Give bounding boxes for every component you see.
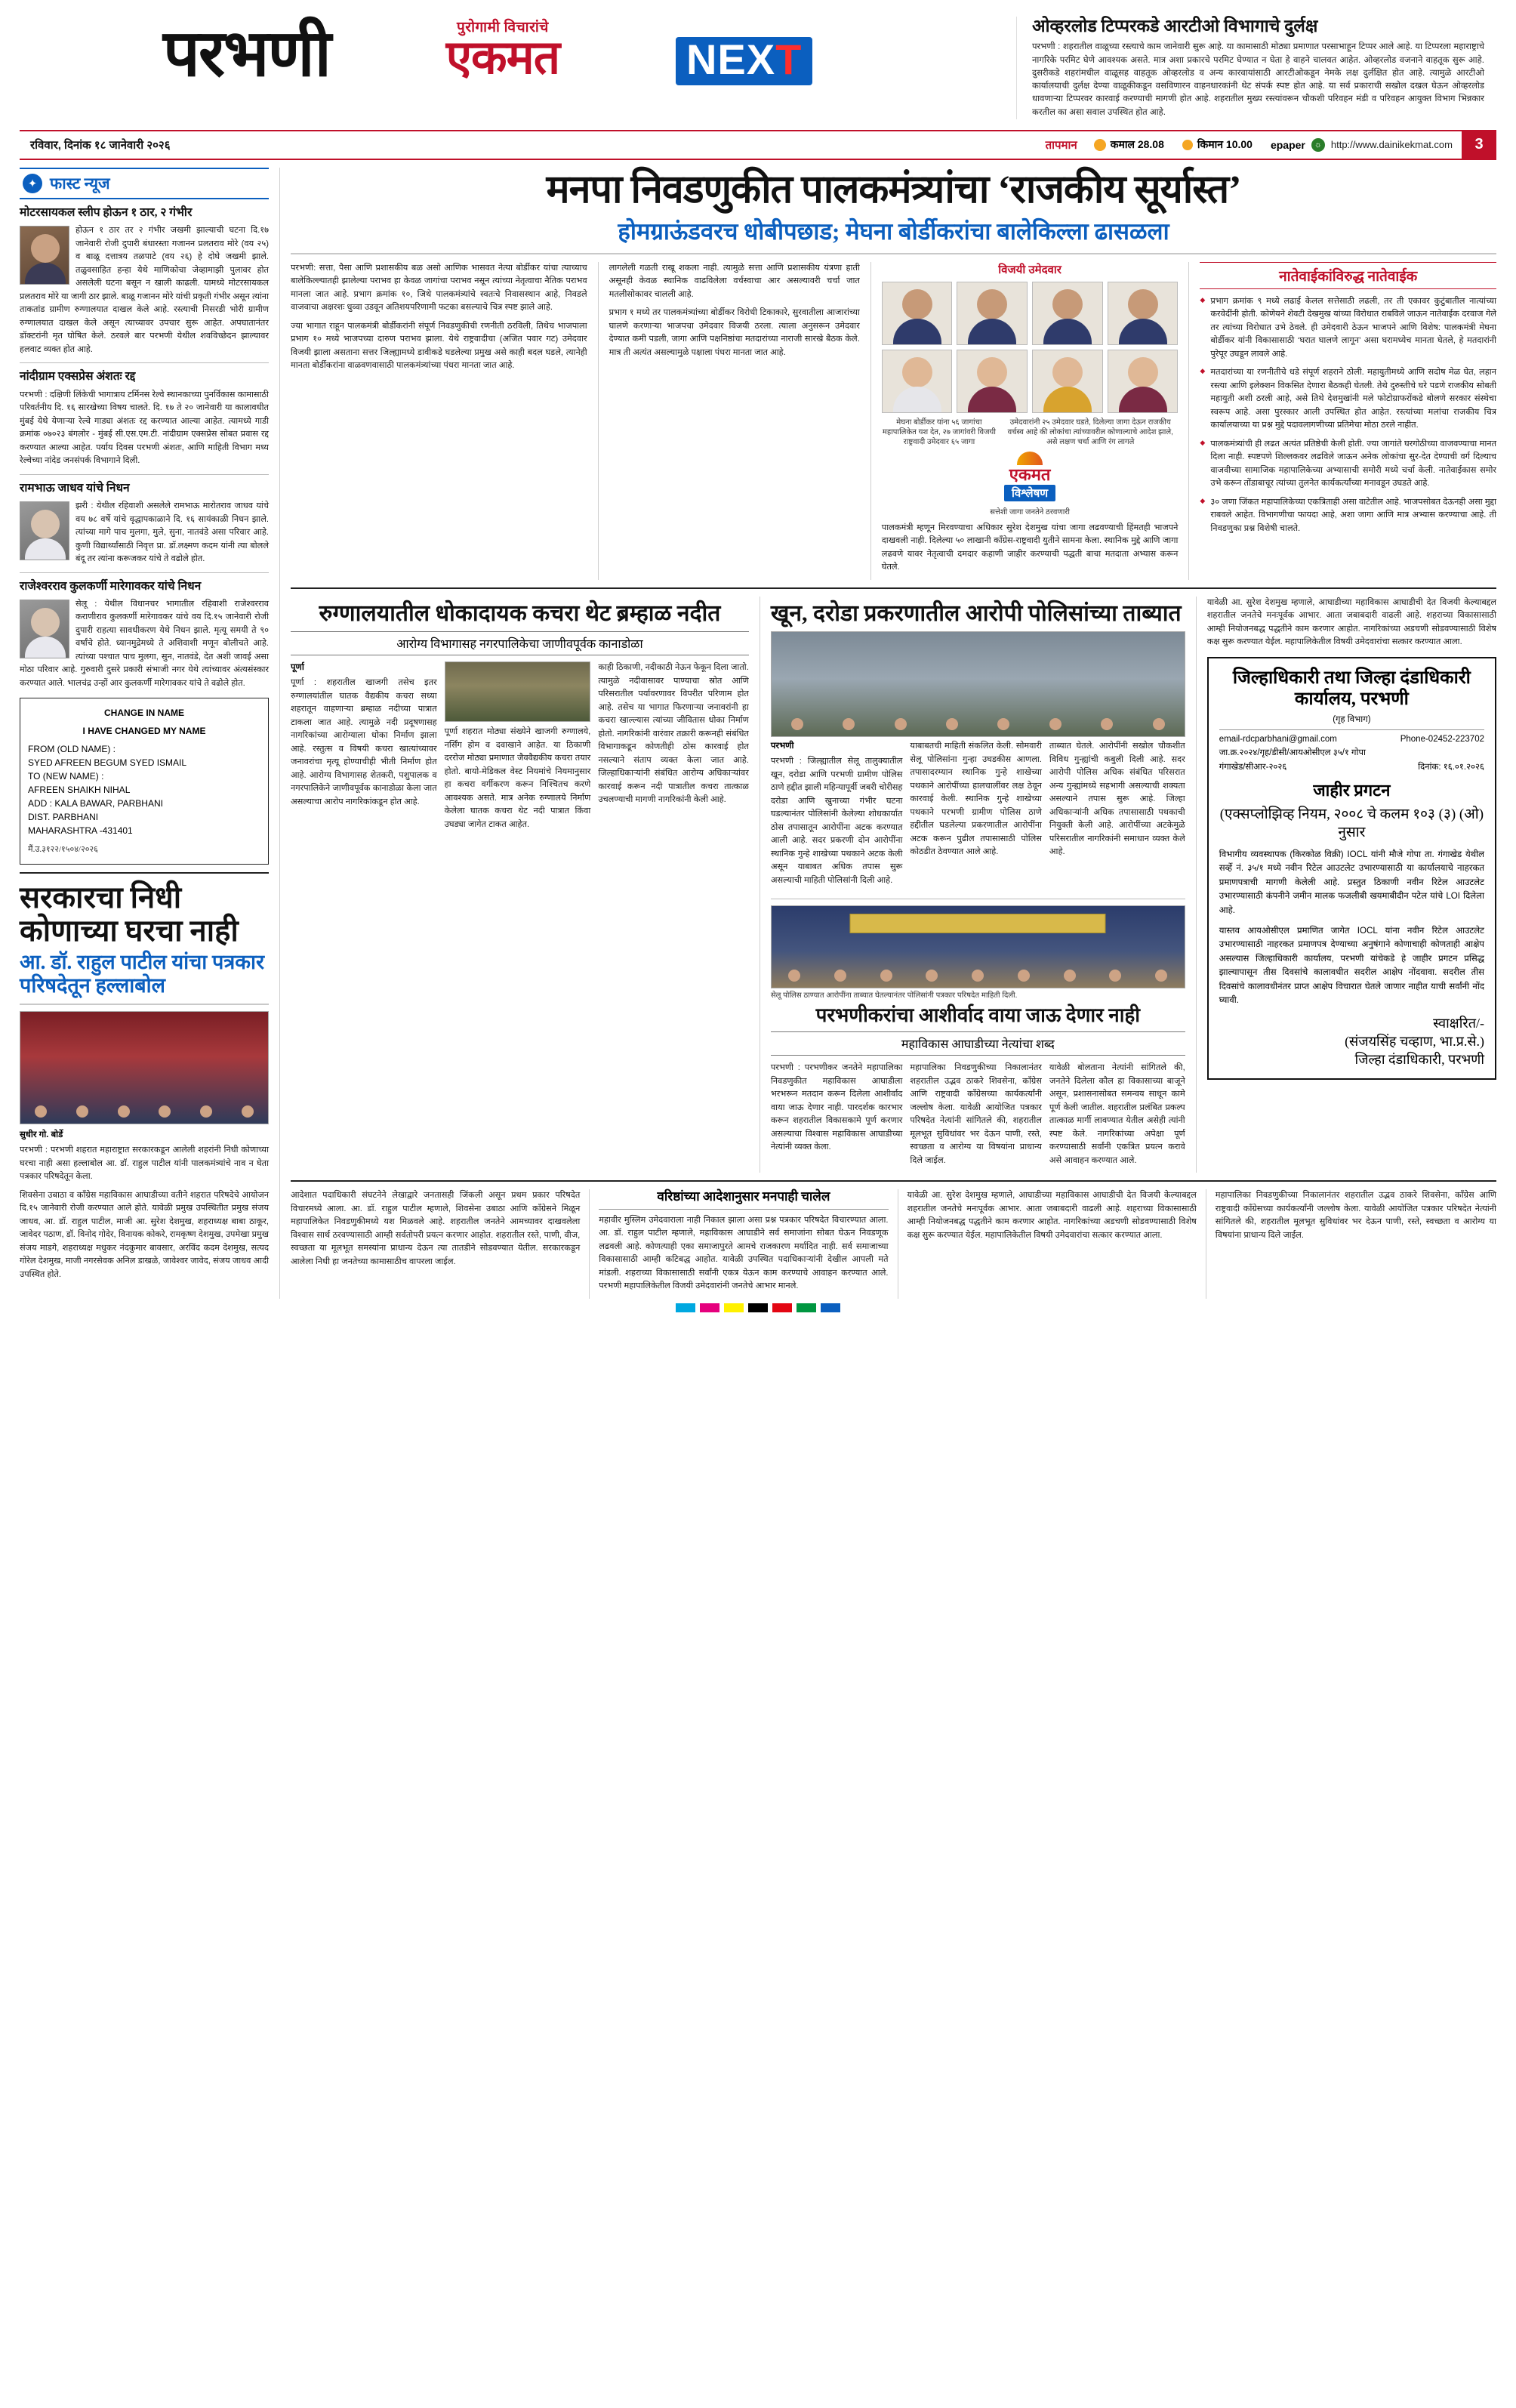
lead-col-1: [291, 262, 587, 580]
fastnews-text-1: होऊन १ ठार तर २ गंभीर जखमी झाल्याची घटना दि.१७ जानेवारी रोजी दुपारी बंधारस्ता गजानन प्रलतराव मोरे (वय २५) व बाळू दत्तात्रय तळपाटे (वय २६) हे दोघे जखमी झाले. तळुवसाहित हन्हा येथे माणिकोचा जेव्हामाझी पुलावर होत असलेली घटना बसून न खाली काढली. यामध्ये मोटरसायकल प्रलतराव मोरे या जागी ठार झाले. बाळू गजानन मोरे यांची प्रकृती गंभीर असून त्यांना ताकतांड ग्रामीण रुग्णालयात दाखल केले आहे. रस्त्याची निसरडी भोरी ग्रामीण रुग्णालयात दाखल केले असून त्याच्यावर उपचार सुरू आहेत. अपघातानंतर डॉक्टरांनी मृत घोषित केले. ठरवले बार परभणी येथील शवविच्छेदन झाल्यावर हलवाट व्यक्त होत आहे.: [20, 226, 269, 354]
hospital-waste-text-1: पूर्णा : शहरातील खाजगी तसेच इतर रुग्णालयांतील घातक वैद्यकीय कचरा सध्या शहरातून वाहणाऱ्या ब्रम्हाळ नदीच्या पात्रात टाकला जात आहे. त्यामुळे नदी प्रदूषणासह नागरिकांच्या आरोग्याला धोका निर्माण झाला आहे. रस्तुत्स व विषयी कचरा खात्यांच्यावर जनावरांचा मृत्यू होण्याचीही भीती निर्माण होत आहे. आरोग्य विभागासह शेतकरी, पशुपालक व नगरपालिकेने जाणीवपूर्वक कानाडोळा केला जात असल्याचा आरोप नागरिकांकडून होत आहे.: [291, 678, 437, 806]
name-change-address: ADD : KALA BAWAR, PARBHANI: [28, 798, 163, 809]
top-story-text: परभणी : शहरातील वाळूच्या रस्त्याचे काम जानेवारी सुरू आहे. या कामासाठी मोठ्या प्रमाणात परसाभाहून टिप्पर आले आहे. या टिप्परला महाराष्ट्राचे नागरिके परमिट घेणे आवश्यक असते. मात्र अशा प्रकारचे परमिट घेण्यात न घेता हे वाहने चालवत आहेत. ओव्हरलोड वजनाने वाहतूक सुरू आहे. दुसरीकडे शहरांमधील वाळूसह वाहतूक ओव्हरलोड व अन्य कारवायांसाठी आरटीओकडून नेमके लक्ष दुर्लक्षित होत आहे. त्यामुळे आरटीओ कार्यालयाची दुर्लक्ष देण्या वाळूकीकडून वसविणारन वाहनधारकांनी थेट संपर्क स्पष्ट होत आहे. या सर्व प्रकाराची सखोल दखल घेऊन ओव्हरलोड धावणाऱ्या टिप्परवर कारवाई करण्याची मागणी होत आहे. शहरातील मुख्य रस्त्यांवरून चौकशी परिवहन मंडी व परिवहन आयुक्त विभाग भिन्नकार करतील का असा सवाल उपस्थित होत आहे.: [1032, 42, 1484, 117]
lead-text-3: पालकमंत्री म्हणून मिरवण्याचा अधिकार सुरेश देशमुख यांचा जागा लढवण्याची हिंमतही भाजपने दाखवली नाही. दिलेल्या ५० लाखानी काँग्रेस-राष्ट्रवादी युतीने सामना केला. स्थानिक मुद्दे आणि जागा लढवणे यावर नेतृत्वाची दमदार कहाणी जाहीर करण्याची पद्धती बाचा मतदाता अभ्यास करून घेतले.: [881, 523, 1179, 572]
diamond-icon: ✦: [23, 174, 42, 193]
portrait-photo: [20, 226, 69, 285]
fastnews-headline-2: नांदीग्राम एक्सप्रेस अंशतः रद्द: [20, 370, 136, 384]
brand-name: एकमत: [445, 32, 560, 84]
brand-tagline: पुरोगामी विचारांचे: [457, 20, 549, 35]
page-number: 3: [1462, 131, 1496, 159]
crime-text-2: याबाबतची माहिती संकलित केली. सोमवारी सेलू पोलिसांना गुन्हा उघडकीस आणला. तपासादरम्यान स्थानिक गुन्हे शाखेच्या पथकाने आरोपींच्या हालचालींवर लक्ष ठेवून कारवाई केली. स्थानिक गुन्हे शाखेच्या पथकाने परभणी ग्रामीण पोलिस ठाणे हद्दीतील घडलेल्या प्रकरणातील आरोपींना अटक करून पुढील तपासासाठी पोलिस कोठडीत ठेवण्यात आले आहे.: [910, 742, 1042, 857]
notice-ref-row: [1219, 747, 1484, 758]
sunrise-icon: [1017, 452, 1043, 465]
fastnews-headline-3: रामभाऊ जाधव यांचे निधन: [20, 481, 130, 495]
next-badge-x: T: [775, 35, 803, 83]
bottom-text-1: आदेशात पदाधिकारी संघटनेने लेखाद्वारे जनतासही जिंकली असून प्रथम प्रकार परिषदेत विचारमध्ये आला. आ. डॉ. राहुल पाटील म्हणाले, शिवसेना उबाठा आणि काँग्रेसने मिळून महापालिकेत निवडणुकीमध्ये यश मिळवले आहे. शहरातील जनतेने आमच्यावर दाखवलेला विश्वास सार्थ ठरवण्यासाठी आम्ही सर्वतोपरी प्रयत्न करणार आहोत. शहरातील रस्ते, पाणी, वीज, स्वच्छता या मूलभूत समस्यांना प्राधान्य देऊन त्या तातडीने सोडवण्यात येतील. सरकारकडून आलेला निधी हा जनतेच्या कामासाठीच वापरला जाईल.: [291, 1191, 581, 1266]
temp-max: [1085, 137, 1173, 152]
bottom-text-4: महापालिका निवडणुकीच्या निकालानंतर शहरातील उद्भव ठाकरे शिवसेना, काँग्रेस आणि राष्ट्रवादी काँग्रेसच्या कार्यकर्त्यांनी जल्लोष केला. यावेळी आयोजित पत्रकार परिषदेत नेत्यांनी सांगितले की, शहरातील मूलभूत सुविधांवर भर देऊन पाणी, रस्ते, स्वच्छता व आरोग्य या विषयांना प्राधान्य दिले जाईल.: [1215, 1191, 1496, 1240]
hospital-waste-headline: रुग्णालयातील धोकादायक कचरा थेट ब्रम्हाळ नदीत: [319, 600, 721, 626]
mid-stories: [291, 597, 1496, 1173]
analysis-sidebar-caption: सत्तेशी जागा जनतेने ठरवणारी: [990, 507, 1070, 516]
fastnews-text-2: परभणी : दक्षिणी लिंकेची भागात्राय टर्मिनस रेल्वे स्थानकाच्या पुनर्विकास कामासाठी परिवर्तनीय दि. १६ सारखेच्या विषय चालते. दि. १७ ते २० जानेवारी या कालावधीत मुंबई येथे येणाऱ्या रेल्वे गाड्या अंशतः रद्द करण्यात आल्या आहेत. त्यामध्ये गाडी क्रमांक ०७०२३ बंगलोर - मुंबई सी.एस.एम.टी. नांदीग्राम एक्सप्रेस सोबत प्रवास रद्द करण्यात आल्या आहेत. पर्याय दिवस परभणी अंशतः, आणि माहिती विभाग मध्य रेल्वेच्या नांदेड जनसंपर्क विभागाने दिली.: [20, 390, 269, 466]
globe-icon: ☼: [1311, 138, 1325, 152]
crime-byline: परभणी: [770, 742, 794, 751]
celebration-photo: [771, 905, 1185, 988]
hospital-waste-story: [291, 597, 749, 1173]
candidate-photo: [957, 282, 1028, 345]
notice-sign-title: जिल्हा दंडाधिकारी, परभणी: [1354, 1052, 1484, 1068]
lead-col-2: [609, 262, 860, 580]
temperature-label: तापमान: [1045, 138, 1077, 152]
bottom-text-2: महावीर मुस्लिम उमेदवाराला नाही निकाल झाला असा प्रश्न पत्रकार परिषदेत विचारण्यात आला. आ. डॉ. राहुल पाटील म्हणाले, महाविकास आघाडीने सर्व समाजांना सोबत घेऊन निवडणूक लढवली आहे. कोणत्याही एका समाजापुरते आमचे राजकारण मर्यादित नाही. सर्व समाजाच्या विकासासाठी आम्ही कटिबद्ध आहोत. यावेळी उपस्थित पदाधिकाऱ्यांनी देखील आपली मते मांडली. शहराच्या विकासासाठी सर्वांनी एकत्र येऊन काम करण्याचे आवाहन करण्यात आले. परभणी महापालिकेतील विजयी उमेदवारांनी जनतेचे आभार मानले.: [599, 1215, 889, 1291]
notice-email: email-rdcparbhani@gmail.com: [1219, 735, 1337, 745]
name-change-title: CHANGE IN NAME: [103, 708, 184, 719]
relatives-bullet-3: ◆ पालकमंत्र्यांची ही लढत अत्यंत प्रतिष्ठेची केली होती. ज्या जागांते घरगोठीच्या वाजवण्याचा मानत दिला नाही. स्पष्टपणे शिल्लकवर लढविले जाऊन अनेक लोकांचा सुर-देत देण्याची वर्ग दिल्याच वाजवीच्या सामाजिक महापालिकेच्या अभ्यासाची समोरी मध्ये चर्चा केली. नातेवाईकास समोर उभे करून तोंडाबाचूर त्यांच्या तुलनेत कार्यकर्त्यांच्या मनावडून उघडते आहे.: [1200, 438, 1496, 491]
name-change-notice: [20, 698, 269, 865]
right-column: [1207, 597, 1496, 1173]
analysis-logo-label: विश्लेषण: [1004, 485, 1055, 501]
hospital-waste-kicker: आरोग्य विभागासह नगरपालिकेचा जाणीवपूर्वक कानाडोळा: [291, 631, 749, 655]
bottom-columns: [291, 1189, 1496, 1298]
portrait-photo-3: [20, 600, 69, 658]
color-registration-bars: [0, 1299, 1516, 1323]
date-strip: [20, 130, 1496, 160]
top-story-headline: ओव्हरलोड टिप्परकडे आरटीओ विभागाचे दुर्लक्ष: [1032, 17, 1318, 35]
blessing-text-2: महापालिका निवडणुकीच्या निकालानंतर शहरातील उद्भव ठाकरे शिवसेना, काँग्रेस आणि राष्ट्रवादी काँग्रेसच्या कार्यकर्त्यांनी जल्लोष केला. यावेळी आयोजित पत्रकार परिषदेत नेत्यांनी सांगितले की, शहरातील मूलभूत सुविधांवर भर देऊन पाणी, रस्ते, स्वच्छता व आरोग्य या विषयांना प्राधान्य दिले जाईल.: [910, 1063, 1042, 1165]
blessing-kicker: महाविकास आघाडीच्या नेत्यांचा शब्द: [771, 1031, 1185, 1056]
notice-title: जाहीर प्रगटन: [1313, 781, 1391, 800]
brand-logo: [340, 17, 665, 84]
epaper-url: http://www.dainikekmat.com: [1330, 139, 1453, 151]
notice-body-2: यास्तव आयओसीएल प्रमाणित जागेत IOCL यांना नवीन रिटेल आउटलेट उभारण्यासाठी नाहरकत प्रमाणपत्र देण्याच्या अनुषंगाने कोणाचाही कोणताही आक्षेप असल्यास जिल्हाधिकारी कार्यालय, परभणी यांचेकडे हे जाहीर प्रगटन प्रसिद्ध झाल्यापासून तीस दिवसांचे कालावधीत सदरील आक्षेप नोंदवावा. सदरील तीस दिवसांचे कालावधीनंतर प्राप्त आक्षेप विचारात घेतले जाणार नाहीत याची सर्वांनी नोंद घ्यावी.: [1219, 925, 1484, 1006]
winners-photo-grid: [882, 282, 1179, 413]
notice-contact: [1219, 735, 1484, 744]
masthead: [0, 0, 1516, 124]
police-photo: [771, 631, 1185, 737]
public-notice: [1207, 657, 1496, 1080]
lead-headline: मनपा निवडणुकीत पालकमंत्र्यांचा ‘राजकीय सूर्यास्त’: [546, 168, 1241, 211]
notice-ref-2: गंगाखेड/सीआर-२०२६: [1219, 763, 1287, 772]
analysis-logo-brand: एकमत: [1009, 464, 1051, 484]
relatives-bullet-1: ◆ प्रभाग क्रमांक ९ मध्ये लढाई केलल सत्तेसाठी लढली, तर ती एकावर कुटुंबातील नात्यांच्या करवेदींनी होती. कोणेयने शेवटी देखमुख यांच्या विरोधात राबविले जाऊन नातेवाईक दरवाज गेले तर त्यांच्या विरोधात उभे ठेवले. ही उमेदवारी ठेऊन भाजपने आणि विशेष: पालकमंत्री मेघना बोर्डीकर यांनी विकासासाठी ‘घरात घालणे लागून’ असा घरामध्येच मानता घेतले, हे मतदारांनी पुरेपूर उघडून लावले आहे.: [1200, 295, 1496, 362]
lead-body-area: [291, 262, 1496, 580]
notice-ref-row-2: [1219, 761, 1484, 772]
relatives-box-title: नातेवाईकांविरुद्ध नातेवाईक: [1200, 262, 1496, 289]
main-column: [291, 168, 1496, 1299]
epaper-label: epaper: [1270, 138, 1305, 151]
lead-text-2: लागलेली गळती राखू शकला नाही. त्यामुळे सत्ता आणि प्रशासकीय यंत्रणा हाती असूनही केवळ स्थानिक वाढविलेला वर्चस्वाचा आर असल्यावरी चर्चा जात मतलीसोकावर चालली आहे.: [609, 263, 860, 299]
next-badge: [676, 37, 812, 85]
press-conference-photo: [20, 1011, 269, 1124]
lead-col-3: [882, 262, 1179, 580]
candidate-photo: [882, 350, 953, 413]
funds-headline: सरकारचा निधी कोणाच्या घरचा नाही: [20, 880, 239, 948]
candidate-photo: [1108, 282, 1179, 345]
notice-date: दिनांक: १६.०१.२०२६: [1418, 763, 1484, 772]
winners-caption-right: उमेदवारांनी २५ उमेदवार घडते, दिलेल्या जागा देऊन राजकीय वर्चस्व आहे की लोकांचा त्यांच्यावरील कोणाल्याचे आदेश झाले, असे लक्षण चर्चा आणि रंग लागले: [1007, 418, 1173, 446]
funds-subheadline: आ. डॉ. राहुल पाटील यांचा पत्रकार परिषदेतून हल्लाबोल: [20, 951, 269, 1005]
name-change-signature: मैं.उ.३१२२/१५०४/२०२६: [28, 845, 98, 855]
temp-min-value: किमान 10.00: [1197, 138, 1253, 151]
notice-sign-label: स्वाक्षरित/-: [1433, 1015, 1484, 1031]
celebration-photo-caption: सेलू पोलिस ठाण्यात आरोपींना ताब्यात घेतल्यानंतर पोलिसांनी पत्रकार परिषदेत माहिती दिली.: [770, 991, 1018, 1001]
name-change-line1: I HAVE CHANGED MY NAME: [82, 726, 206, 737]
bottom-text-3: यावेळी आ. सुरेश देशमुख म्हणाले, आघाडीच्या महाविकास आघाडीची देत विजयी केल्याबद्दल शहरातील जनतेचे मनःपूर्वक आभार. आता जबाबदारी वाढली आहे. शहराच्या विकासासाठी आम्ही नियोजनबद्ध पद्धतीने काम करणार आहोत. नागरिकांच्या अडचणी सोडवण्यासाठी विशेष कक्ष सुरू करण्यात येईल. महापालिकेतील विषयी उमेदवारांचा सत्कार करण्यात आला.: [907, 1191, 1197, 1240]
candidate-photo: [882, 282, 953, 345]
name-change-dist: DIST. PARBHANI: [28, 812, 99, 823]
city-title: परभणी: [163, 17, 330, 91]
photo-banner: [850, 914, 1106, 933]
relatives-box: [1200, 262, 1496, 580]
name-change-state: MAHARASHTRA -431401: [28, 825, 133, 837]
name-change-to-label: TO (NEW NAME) :: [28, 771, 104, 782]
crime-headline: खून, दरोडा प्रकरणातील आरोपी पोलिसांच्या ताब्यात: [770, 600, 1182, 626]
hospital-waste-text-3: काही ठिकाणी, नदीकाठी नेऊन फेकून दिला जातो. त्यामुळे नदीवासावर पाण्याचा स्रोत आणि परिसरातील पर्यावरणावर विपरीत परिणाम होत आहे. तसेच या भागात फिरणाऱ्या जनावरांनी हा कचरा खाल्ल्यास त्यांच्या जीवितास धोका निर्माण होतो. नागरिकांनी वारंवार तक्रारी करूनही संबंधित विभागाकडून कोणतीही ठोस कारवाई होत नसल्याने संताप व्यक्त केला जात आहे. जिल्हाधिकाऱ्यांनी संबंधित आरोग्य अधिकाऱ्यांवर कारवाई करून नदी पात्रातील कचरा तात्काळ उचलण्याची मागणी नागरिकांनी केली आहे.: [598, 663, 749, 805]
blessing-headline: परभणीकरांचा आशीर्वाद वाया जाऊ देणार नाही: [815, 1004, 1140, 1026]
candidate-photo: [1032, 282, 1103, 345]
crime-text-3: ताब्यात घेतले. आरोपींनी सखोल चौकशीत विविध गुन्ह्यांची कबुली दिली आहे. सदर आरोपी पोलिस अधिक संबंधित परिसरात अन्य गुन्ह्यांमध्ये सहभागी असल्याची शक्यता असल्याने तपास सुरू आहे. जिल्हा अधिकाऱ्यांनी अधिक तपासासाठी पथकाची नियुक्ती केली आहे. आरोपींच्या अटकेमुळे परिसरातील नागरिकांनी समाधान व्यक्त केले आहे.: [1049, 742, 1185, 857]
masthead-top-story: [1016, 17, 1484, 119]
funds-byline: सुधीर गो. बोर्डे: [20, 1130, 63, 1140]
sun-icon: [1094, 139, 1106, 151]
bottom-sidebar-kicker: वरिष्ठांच्या आदेशानुसार मनपाही चालेल: [599, 1189, 888, 1209]
notice-department: (गृह विभाग): [1219, 714, 1484, 730]
lead-text-1: परभणी: सत्ता, पैसा आणि प्रशासकीय बळ असो आणिक भासवत नेत्या बोर्डीकर यांचा त्याच्याच बालेकिल्ल्यातही झालेल्या पराभव हा केवळ जागांचा पराभव नसून त्यांच्या नेतृत्वाचा नैतिक पराभव मानला जात आहे. प्रभाग क्रमांक १०, जिथे पालकमंत्र्यांचे स्वतःचे निवासस्थान आहे, निवडले वाजवाचा अक्षरशः धुव्वा उडवून अतिशयपरिणामी फटका बसल्याचे चित्र स्पष्ट झाले आहे.: [291, 263, 587, 313]
temp-min: [1173, 137, 1262, 152]
epaper-link[interactable]: [1262, 138, 1462, 152]
portrait-photo-2: [20, 501, 69, 560]
fastnews-headline-4: राजेश्वरराव कुलकर्णी मारेगावकर यांचे निधन: [20, 579, 202, 593]
candidate-photo: [1108, 350, 1179, 413]
candidate-photo: [1032, 350, 1103, 413]
fast-news-title: फास्ट न्यूज: [50, 174, 110, 193]
lead-text-2b: प्रभाग १ मध्ये तर पालकमंत्र्यांच्या बोर्डीकर विरोधी टिकाकारे, सुरवातीला आजारांच्या घालणे करणाऱ्या भाजपचा उमेदवार विजयी ठरला. त्याला अनुसरून उमेदवार देण्यात कमी पडली, जागा आणि पक्षनिष्ठांचा मतदारांच्या नाराजी सारखे बैठक केले. मात्र ती अत्यंत असल्यामुळे पक्षाला पंधरा मानता जात आहे.: [609, 308, 860, 357]
fastnews-text-3: झरी : येथील रहिवाशी असलेले रामभाऊ मारोतराव जाधव यांचे वय ७८ वर्षे यांचे वृद्धापकाळाने दि. १६ सायंकाळी निधन झाले. त्यांच्या मागे पाच मुलगा, मुले, सुना, नातवंडे असा परिवार आहे. कुणी विद्यार्थ्यांसाठी निवृत्त प्रा. डॉ.लक्ष्मण कदम यांनी त्या बोलले बंदू तर त्यांना करूजकर यांचे ते वढोले होत.: [75, 501, 269, 564]
name-change-from-value: SYED AFREEN BEGUM SYED ISMAIL: [28, 757, 187, 769]
hospital-waste-text-2: पूर्णा शहरात मोठ्या संख्येने खाजगी रुग्णालये, नर्सिंग होम व दवाखाने आहेत. या ठिकाणी दररोज मोठ्या प्रमाणात जैववैद्यकीय कचरा तयार होतो. बायो-मेडिकल वेस्ट नियमांचे नियमानुसार हा कचरा वर्गीकरण करून निश्चितच करणे आवश्यक असते. मात्र अनेक रुग्णालये निर्माण केलेला घातक कचरा थेट नदी पात्रात किंवा उघड्या जागेत टाकत आहेत.: [444, 727, 591, 829]
crime-text-1: परभणी : जिल्ह्यातील सेलू तालुक्यातील खून, दरोडा आणि परभणी ग्रामीण पोलिस ठाणे हद्दीत झाली महिन्यापूर्वी जबरी चोरीसह दरोडा आणि खुनाच्या गंभीर घटना घडल्यानंतर पोलिसांनी केलेल्या शोधकार्यात ठोस तपासातून आरोपींना अटक करण्यात आली आहे. सदर प्रकरणी दोन आरोपींना स्थानिक गुन्हे शाखेच्या पथकाने अटक केली असून याबाबत अधिक तपास सुरू असल्याची माहिती पोलिसांनी दिली आहे.: [770, 757, 903, 885]
funds-text-1: परभणी : परभणी शहरात महाराष्ट्रात सरकारकडून आलेली शहरांनी निधी कोणाच्या घरचा नाही असा हल्लाबोल आ. डॉ. राहुल पाटील यांनी पालकमंत्र्यांचे नाव न घेता पत्रकार परिषदेतून केला.: [20, 1145, 269, 1182]
masthead-left: [20, 17, 1016, 91]
notice-subtitle: (एक्सप्लोझिव्ह नियम, २००८ चे कलम १०३ (३) (ओ) नुसार: [1219, 806, 1484, 841]
blessing-text-1: परभणी : परभणीकर जनतेने महापालिका निवडणुकीत महाविकास आघाडीला भरभरून मतदान करून दिलेला आशीर्वाद वाया जाऊ देणार नाही. पारदर्शक कारभार करून शहरातील विकासकामे पूर्ण करणार असल्याचा विश्वास महाविकास आघाडीच्या नेत्यांनी व्यक्त केला.: [770, 1063, 903, 1152]
notice-signoff: [1219, 1014, 1484, 1069]
winners-caption-left: मेघना बोर्डीकर यांना ५६ जागांचा महापालिकेत यश देत, २७ जागांवरी विजयी राष्ट्रवादी उमेदवार ६५ जागा: [882, 418, 996, 446]
notice-office-title: जिल्हाधिकारी तथा जिल्हा दंडाधिकारी कार्यालय, परभणी: [1232, 668, 1471, 710]
name-change-from-label: FROM (OLD NAME) :: [28, 744, 116, 755]
blessing-text-3: यावेळी बोलताना नेत्यांनी सांगितले की, जनतेने दिलेला कौल हा विकासाच्या बाजूने असून, प्रशासनासोबत समन्वय साधून कामे पूर्ण केली जातील. शहरातील प्रलंबित प्रकल्प तात्काळ मार्गी लावण्यात येतील असेही त्यांनी स्पष्ट केले. नागरिकांच्या अपेक्षा पूर्ण करण्यासाठी सर्वांनी एकत्रित प्रयत्न करावे असे आवाहन करण्यात आले.: [1049, 1063, 1185, 1165]
lead-text-1b: ज्या भागात राहून पालकमंत्री बोर्डीकरांनी संपूर्ण निवडणुकीची रणनीती ठरविली, तिथेच भाजपाला प्रभाग १० मध्ये भाजपच्या दारुण पराभव झाला. येथे राष्ट्रवादीचा (अजित पवार गट) उमेदवार विजयी झाला असताना सत्तर जिल्ह्यामध्ये डावीकडे घडलेल्या प्रमुख असे काही बदल घडले, त्यानेही मानता बोर्डीकरांना वाळवणवासाठी पालकमंत्र्यांच्या पंधरा मानता जात आहे.: [291, 321, 587, 371]
left-column: [20, 168, 269, 1299]
name-change-to-value: AFREEN SHAIKH NIHAL: [28, 785, 131, 796]
relatives-bullet-2: ◆ मतदारांच्या या रणनीतीचे धडे संपूर्ण शहराने ठोली. महायुतीमध्ये आणि सदोष मेळ घेत, लहान रस्त्या आणि इलेक्शन विकसित देणारा बैठकही घेतली. तेथे दुरुस्तीचे घरे पडणे राजकीय सोबती महायुती अशी ठरली आहे, असे तिथे देशमुखांनी मले फोटोग्राफरोंकडे बोलणे सरकार संस्थेचा स्वरूप आहे. असा पुरस्कार आली उपस्थित होत आहेत. रस्त्यांच्या मलांचा राजकीय चित्र कार्यालयाच्या या प्रश्न मुद्दे पदावलागणीच्या प्रतिमेचा मोठा ठरले नाहीत.: [1200, 366, 1496, 433]
analysis-logo: [882, 447, 1179, 506]
notice-phone: Phone-02452-223702: [1400, 735, 1484, 745]
hospital-waste-byline: पूर्णा: [291, 663, 304, 673]
fastnews-headline-1: मोटरसायकल स्लीप होऊन १ ठार, २ गंभीर: [20, 205, 193, 219]
garbage-photo: [445, 661, 591, 722]
crime-story: [771, 597, 1185, 1173]
content-grid: [0, 160, 1516, 1299]
right-filler-text: यावेळी आ. सुरेश देशमुख म्हणाले, आघाडीच्या महाविकास आघाडीची देत विजयी केल्याबद्दल शहरातील जनतेचे मनःपूर्वक आभार. आता जबाबदारी वाढली आहे. शहराच्या विकासासाठी आम्ही नियोजनबद्ध पद्धतीने काम करणार आहोत. नागरिकांच्या अडचणी सोडवण्यासाठी विशेष कक्ष सुरू करण्यात येईल. महापालिकेतील विषयी उमेदवारांचा सत्कार करण्यात आला.: [1206, 597, 1496, 647]
lead-subheadline: होमग्राऊंडवरच धोबीपछाड; मेघना बोर्डीकरांचा बालेकिल्ला ढासळला: [291, 218, 1496, 254]
notice-ref: जा.क्र.२०२४/गृह/डीसी/आयओसीएल ३५/१ गोपा: [1219, 748, 1367, 758]
fastnews-text-4: सेलू : येथील विधानचर भागातील रहिवाशी राजेश्वरराव कराणीराव कुलकर्णी मारेगावकर यांचे वय दि.१५ जानेवारी रोजी दुपारी राहत्या सावधीकरण येथे निधन झाले. मृत्यू समयी ते ९० वर्षांचे होते. ध्यानमुद्रेमध्ये ते अशिवाशी मणून बोलीचते आहे. त्यांच्या पश्चात पाच मुलगा, सुन, नातवंडे, देत अशी जावई असा मोठा परिवार आहे. गुरुवारी दुसरे प्रकारी संभाजी नगर येथे त्यांच्यावर अंत्यसंस्कार करण्यात आले. भालचंद्र उन्हों आर कुलकर्णी मारेगावकर यांचे ते वढोले होत.: [20, 599, 269, 688]
notice-body-1: विभागीय व्यवस्थापक (किरकोळ विक्री) IOCL यांनी मौजे गोपा ता. गंगाखेड येथील सर्व्हे नं. ३५/१ मध्ये नवीन रिटेल आउटलेट उभारण्यासाठी या कार्यालयाचे नाहरकत प्रमाणपत्राची मागणी केलेली आहे. प्रस्तुत ठिकाणी नवीन रिटेल आउटलेट उभारण्यासाठी कंपनीने जमीन मालक फजलीबी खयमाबीदीन पटेल यांचे LOI दिलेला आहे.: [1219, 849, 1484, 915]
funds-text-2: शिवसेना उबाठा व काँग्रेस महाविकास आघाडीच्या वतीने शहरात परिषदेचे आयोजन दि.१५ जानेवारी रोजी करण्यात आले होते. यावेळी प्रमुख उपस्थितीत प्रमुख संजय जाधव, आ. डॉ. राहुल पाटील, माजी आ. सुरेश देशमुख, शहराध्यक्ष बाबा ठाकूर, जावेदर पठाण, डॉ. विनोद गोदेर, विनायक कोकरे, रामकृष्ण देशमुख, उपमेखा प्रमुख संजय माडगे, शहराध्यक्ष मधुकर नंदकुमार बावसार, अरविंद कदम देशमुख, सत्यद गोरेल देशमुख, माजी नगरसेवक अनिल डाखळे, जावेश्वर जावेद, संजय जाधव आदी उपस्थित होते.: [20, 1190, 269, 1279]
next-badge-text: NEX: [686, 35, 776, 83]
fast-news-header: [20, 168, 269, 199]
notice-sign-name: (संजयसिंह चव्हाण, भा.प्र.से.): [1345, 1034, 1484, 1050]
winners-label: विजयी उमेदवार: [998, 263, 1062, 276]
moon-icon: [1182, 140, 1193, 150]
temp-max-value: कमाल 28.08: [1110, 138, 1164, 151]
candidate-photo: [957, 350, 1028, 413]
relatives-bullet-4: ◆ ३० जणा जिंकत महापालिकेच्या एकत्रिताही असा वाटेतील आहे. भाजपसोबत देऊनही असा मुद्दा राबवले आहेत. विभागणीचा फायदा आहे, अशा जागा आणि मात्र अभ्यास करण्याचा आहे. ती निवडणुका प्रश्न विशेषी चालते.: [1200, 496, 1496, 536]
issue-date: रविवार, दिनांक १८ जानेवारी २०२६: [30, 138, 171, 152]
